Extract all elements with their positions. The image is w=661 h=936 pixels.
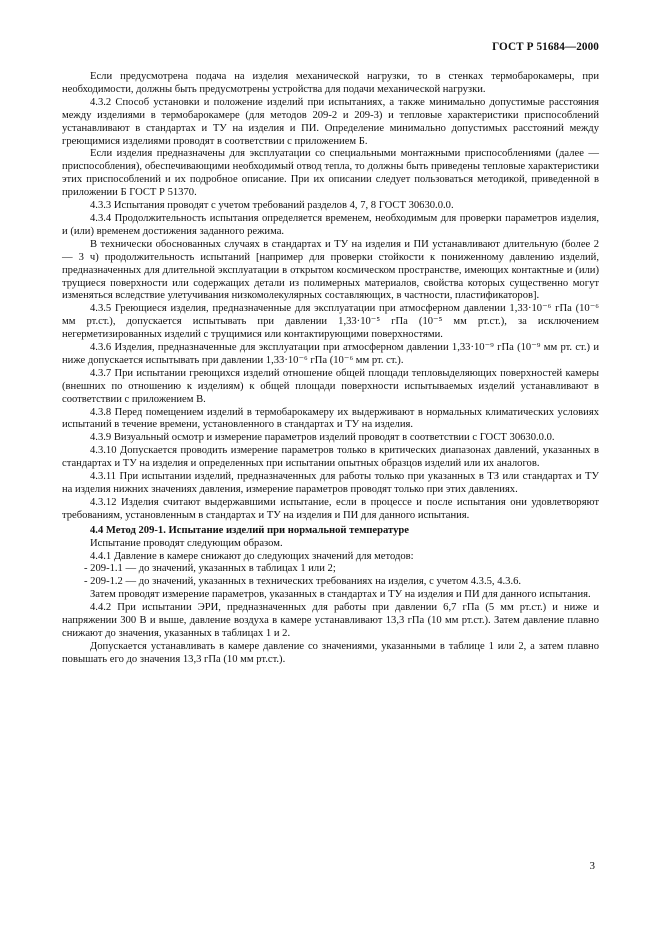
paragraph: 4.3.5 Греющиеся изделия, предназначенные для эксплуатации при атмосферном давлении 1,33·10⁻⁶ гПа (10⁻⁶ мм рт.ст.), допускается испытывать при давлении 1,33·10⁻⁵ гПа (10⁻⁵ мм рт.ст.), за исключением негерметизированных изделий с трущимися или контактирующими поверхностями. xyxy=(62,303,599,341)
paragraph: 4.3.2 Способ установки и положение изделий при испытаниях, а также минимально допустимые расстояния между изделиями в термобарокамере (для методов 209-2 и 209-3) и тепловые характеристики приспособлений устанавливают в стандартах и ТУ на изделия и ПИ. Определение минимально допустимых расстояний между греющимися изделиями проводят в соответствии с приложением Б. xyxy=(62,96,599,147)
page-content xyxy=(62,71,599,667)
paragraph: 4.3.12 Изделия считают выдержавшими испытание, если в процессе и после испытания они удовлетворяют требованиям, установленным в стандартах и ТУ на изделия и ПИ для данного испытания. xyxy=(62,496,599,521)
paragraph: 4.3.7 При испытании греющихся изделий отношение общей площади тепловыделяющих поверхностей камеры (внешних по отношению к изделиям) к общей площади поверхности испытываемых изделий устанавливают в соответствии с приложением В. xyxy=(62,367,599,405)
paragraph: 4.3.3 Испытания проводят с учетом требований разделов 4, 7, 8 ГОСТ 30630.0.0. xyxy=(90,200,454,212)
list-item: - 209-1.1 — до значений, указанных в таблицах 1 или 2; xyxy=(84,563,336,575)
paragraph: 4.3.4 Продолжительность испытания определяется временем, необходимым для проверки параметров изделия, и (или) временем достижения заданного режима. xyxy=(62,212,599,237)
list-item: - 209-1.2 — до значений, указанных в технических требованиях на изделия, с учетом 4.3.5, 4.3.6. xyxy=(84,576,522,588)
paragraph: 4.3.11 При испытании изделий, предназначенных для работы только при указанных в ТЗ или стандартах и ТУ на изделия нижних значениях давления, измерение параметров проводят только при этих давлениях. xyxy=(62,471,599,495)
paragraph: 4.4.1 Давление в камере снижают до следующих значений для методов: xyxy=(90,550,414,562)
paragraph: 4.3.6 Изделия, предназначенные для эксплуатации при атмосферном давлении 1,33·10⁻⁹ гПа (10⁻⁹ мм рт. ст.) и ниже допускается испытывать при давлении 1,33·10⁻⁶ гПа (10⁻⁶ мм рт. ст.). xyxy=(62,342,599,366)
paragraph: В технически обоснованных случаях в стандартах и ТУ на изделия и ПИ устанавливают длительную (более 2 — 3 ч) продолжительность испытаний [например для проверки стойкости к пониженному давлению изделий, предназначенных для длительной эксплуатации в открытом космическом пространстве, имеющих контактные и (или) трущиеся поверхности или содержащих детали из полимерных материалов, свойства которых существенно могут изменяться вследствие улетучивания низкомолекулярных составляющих, в частности, пластификаторов]. xyxy=(62,238,599,302)
paragraph: Затем проводят измерение параметров, указанных в стандартах и ТУ на изделия и ПИ для данного испытания. xyxy=(90,589,591,601)
paragraph: 4.3.10 Допускается проводить измерение параметров только в критических диапазонах давлений, указанных в стандартах и ТУ на изделия и определенных при испытании опытных образцов изделий или их аналогов. xyxy=(62,445,599,470)
paragraph: 4.3.8 Перед помещением изделий в термобарокамеру их выдерживают в нормальных климатических условиях испытаний в течение времени, установленного в стандартах и ТУ на изделия. xyxy=(62,406,599,431)
paragraph: Если предусмотрена подача на изделия механической нагрузки, то в стенках термобарокамеры, при необходимости, должны быть предусмотрены устройства для подачи механической нагрузки. xyxy=(62,71,599,95)
paragraph: Если изделия предназначены для эксплуатации со специальными монтажными приспособлениями (далее — приспособления), обеспечивающими необходимый отвод тепла, то должны быть приведены тепловые характеристики этих приспособлений и их подробное описание. При их описании следует пользоваться методикой, приведенной в приложении Б ГОСТ Р 51370. xyxy=(62,148,599,199)
paragraph: Допускается устанавливать в камере давление со значениями, указанными в таблице 1 или 2, а затем плавно повышать его до значения 13,3 гПа (10 мм рт.ст.). xyxy=(62,640,599,665)
section-heading: 4.4 Метод 209-1. Испытание изделий при нормальной температуре xyxy=(90,524,409,536)
page-number: 3 xyxy=(589,860,595,872)
paragraph: 4.3.9 Визуальный осмотр и измерение параметров изделий проводят в соответствии с ГОСТ 30630.0.0. xyxy=(90,432,555,444)
standard-header: ГОСТ Р 51684—2000 xyxy=(492,41,599,53)
paragraph: 4.4.2 При испытании ЭРИ, предназначенных для работы при давлении 6,7 гПа (5 мм рт.ст.) и ниже и напряжении 300 В и выше, давление воздуха в камере устанавливают 13,3 гПа (10 мм рт.ст.). Затем давление плавно снижают до значения, указанных в таблицах 1 и 2. xyxy=(62,602,599,639)
paragraph: Испытание проводят следующим образом. xyxy=(90,537,283,549)
